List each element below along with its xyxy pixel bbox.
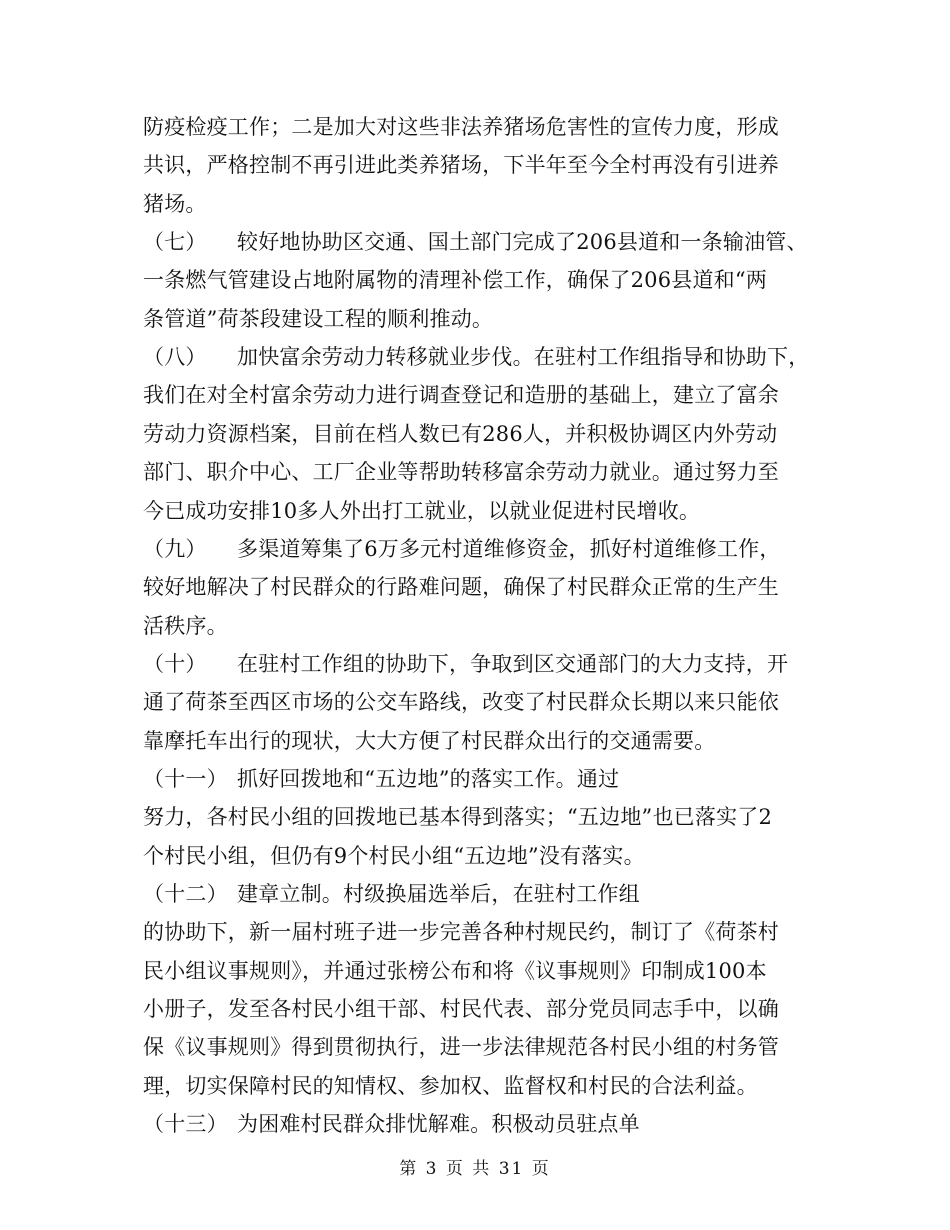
section-text: 抓好回拨地和“五边地”的落实工作。通过: [237, 766, 620, 791]
section-text: 为困难村民群众排忧解难。积极动员驻点单: [237, 1112, 640, 1137]
paragraph-line: 理，切实保障村民的知情权、参加权、监督权和村民的合法利益。: [143, 1073, 758, 1098]
section-text: 多渠道筹集了6万多元村道维修资金，抓好村道维修工作，: [237, 536, 781, 561]
section-number: （十二）: [143, 882, 228, 906]
paragraph-line: 小册子，发至各村民小组干部、村民代表、部分党员同志手中，以确: [143, 997, 779, 1022]
section-heading-line: [143, 767, 619, 791]
paragraph-line: 共识，严格控制不再引进此类养猪场，下半年至今全村再没有引进养: [143, 153, 779, 178]
section-heading-line: [143, 1112, 640, 1136]
section-heading-line: [143, 882, 640, 906]
section-number: （十）: [143, 651, 207, 676]
paragraph-line: 活秩序。: [143, 613, 228, 638]
section-number: （十三）: [143, 1112, 228, 1137]
section-heading-line: [143, 537, 781, 561]
section-heading-line: [143, 230, 808, 254]
paragraph-line: 的协助下，新一届村班子进一步完善各种村规民约，制订了《荷茶村: [143, 920, 779, 945]
paragraph-line: 一条燃气管建设占地附属物的清理补偿工作，确保了206县道和“两: [143, 268, 768, 293]
paragraph-line: 防疫检疫工作；二是加大对这些非法养猪场危害性的宣传力度，形成: [143, 115, 779, 139]
section-heading-line: [143, 652, 788, 676]
paragraph-line: 通了荷茶至西区市场的公交车路线，改变了村民群众长期以来只能依: [143, 690, 779, 715]
paragraph-line: 部门、职介中心、工厂企业等帮助转移富余劳动力就业。通过努力至: [143, 460, 779, 485]
section-number: （八）: [143, 345, 207, 370]
section-text: 加快富余劳动力转移就业步伐。在驻村工作组指导和协助下，: [237, 345, 810, 370]
paragraph-line: 民小组议事规则》，并通过张榜公布和将《议事规则》印制成100本: [143, 958, 767, 983]
section-text: 较好地协助区交通、国土部门完成了206县道和一条输油管、: [237, 230, 808, 255]
paragraph-line: 个村民小组，但仍有9个村民小组“五边地”没有落实。: [143, 843, 645, 868]
paragraph-line: 保《议事规则》得到贯彻执行，进一步法律规范各村民小组的村务管: [143, 1035, 779, 1060]
paragraph-line: 劳动力资源档案，目前在档人数已有286人，并积极协调区内外劳动: [143, 421, 778, 446]
paragraph-line: 猪场。: [143, 191, 207, 216]
paragraph-line: 今已成功安排10多人外出打工就业，以就业促进村民增收。: [143, 498, 701, 523]
paragraph-line: 条管道”荷茶段建设工程的顺利推动。: [143, 306, 494, 331]
section-number: （九）: [143, 536, 207, 561]
section-heading-line: [143, 345, 809, 369]
page-footer: 第 3 页 共 31 页: [399, 1159, 551, 1179]
section-number: （七）: [143, 230, 207, 255]
section-number: （十一）: [143, 766, 228, 791]
paragraph-line: 努力，各村民小组的回拨地已基本得到落实；“五边地”也已落实了2: [143, 805, 773, 830]
paragraph-line: 靠摩托车出行的现状，大大方便了村民群众出行的交通需要。: [143, 728, 716, 753]
paragraph-line: 我们在对全村富余劳动力进行调查登记和造册的基础上，建立了富余: [143, 383, 779, 408]
section-text: 建章立制。村级换届选举后，在驻村工作组: [237, 882, 640, 906]
section-text: 在驻村工作组的协助下，争取到区交通部门的大力支持，开: [237, 651, 789, 676]
paragraph-line: 较好地解决了村民群众的行路难问题，确保了村民群众正常的生产生: [143, 575, 779, 600]
